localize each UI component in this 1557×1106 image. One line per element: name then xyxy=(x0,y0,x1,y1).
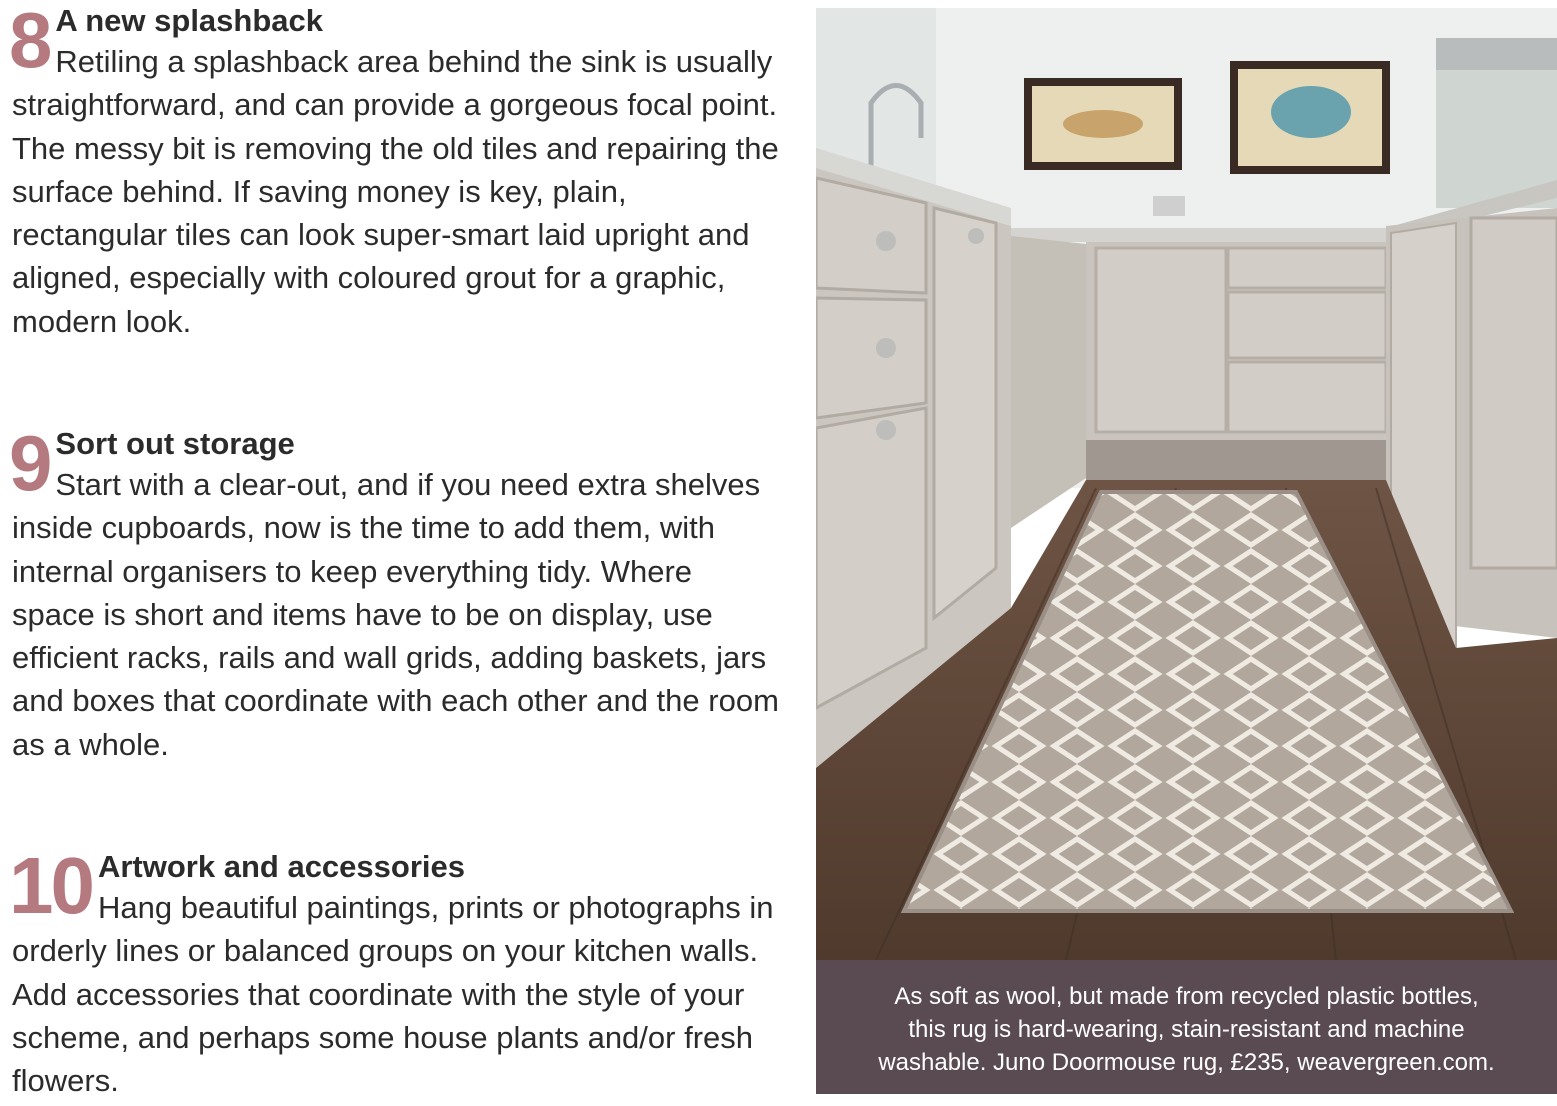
tip-10 xyxy=(9,841,782,1102)
caption-line: washable. Juno Doormouse rug, £235, weavergreen.com. xyxy=(878,1049,1495,1076)
caption-line: As soft as wool, but made from recycled plastic bottles, xyxy=(894,983,1479,1010)
tip-number: 8 xyxy=(9,0,50,84)
fish-print-left xyxy=(1024,78,1182,170)
tip-9 xyxy=(9,419,782,766)
tip-title: Artwork and accessories xyxy=(97,849,465,884)
tip-title: A new splashback xyxy=(55,3,324,38)
kitchen-photo xyxy=(816,8,1557,1094)
photo-caption xyxy=(816,960,1557,1094)
tip-8 xyxy=(9,0,782,343)
fish-print-right xyxy=(1230,61,1390,174)
tip-body: Retiling a splashback area behind the sink is usually straightforward, and can provide a gorgeous focal point. The messy bit is removing the old tiles and repairing the surface behind. If saving money is key, plain, rectangular tiles can look super-smart laid upright and aligned, especially with coloured grout for a graphic, modern look. xyxy=(12,44,779,339)
tip-body: Start with a clear-out, and if you need extra shelves inside cupboards, now is the time to add them, with internal organisers to keep everything tidy. Where space is short and items have to be on display, use efficient racks, rails and wall grids, adding baskets, jars and boxes that coordinate with each other and the room as a whole. xyxy=(12,467,779,762)
tip-body: Hang beautiful paintings, prints or photographs in orderly lines or balanced groups on your kitchen walls. Add accessories that coordinate with the style of your scheme, and perhaps some house plants and/or fresh flowers. xyxy=(12,890,774,1099)
kitchen-illustration xyxy=(816,8,1557,960)
tip-number: 9 xyxy=(9,419,50,507)
tip-number: 10 xyxy=(9,841,92,930)
tip-title: Sort out storage xyxy=(55,426,295,461)
caption-line: this rug is hard-wearing, stain-resistant and machine xyxy=(908,1016,1465,1043)
